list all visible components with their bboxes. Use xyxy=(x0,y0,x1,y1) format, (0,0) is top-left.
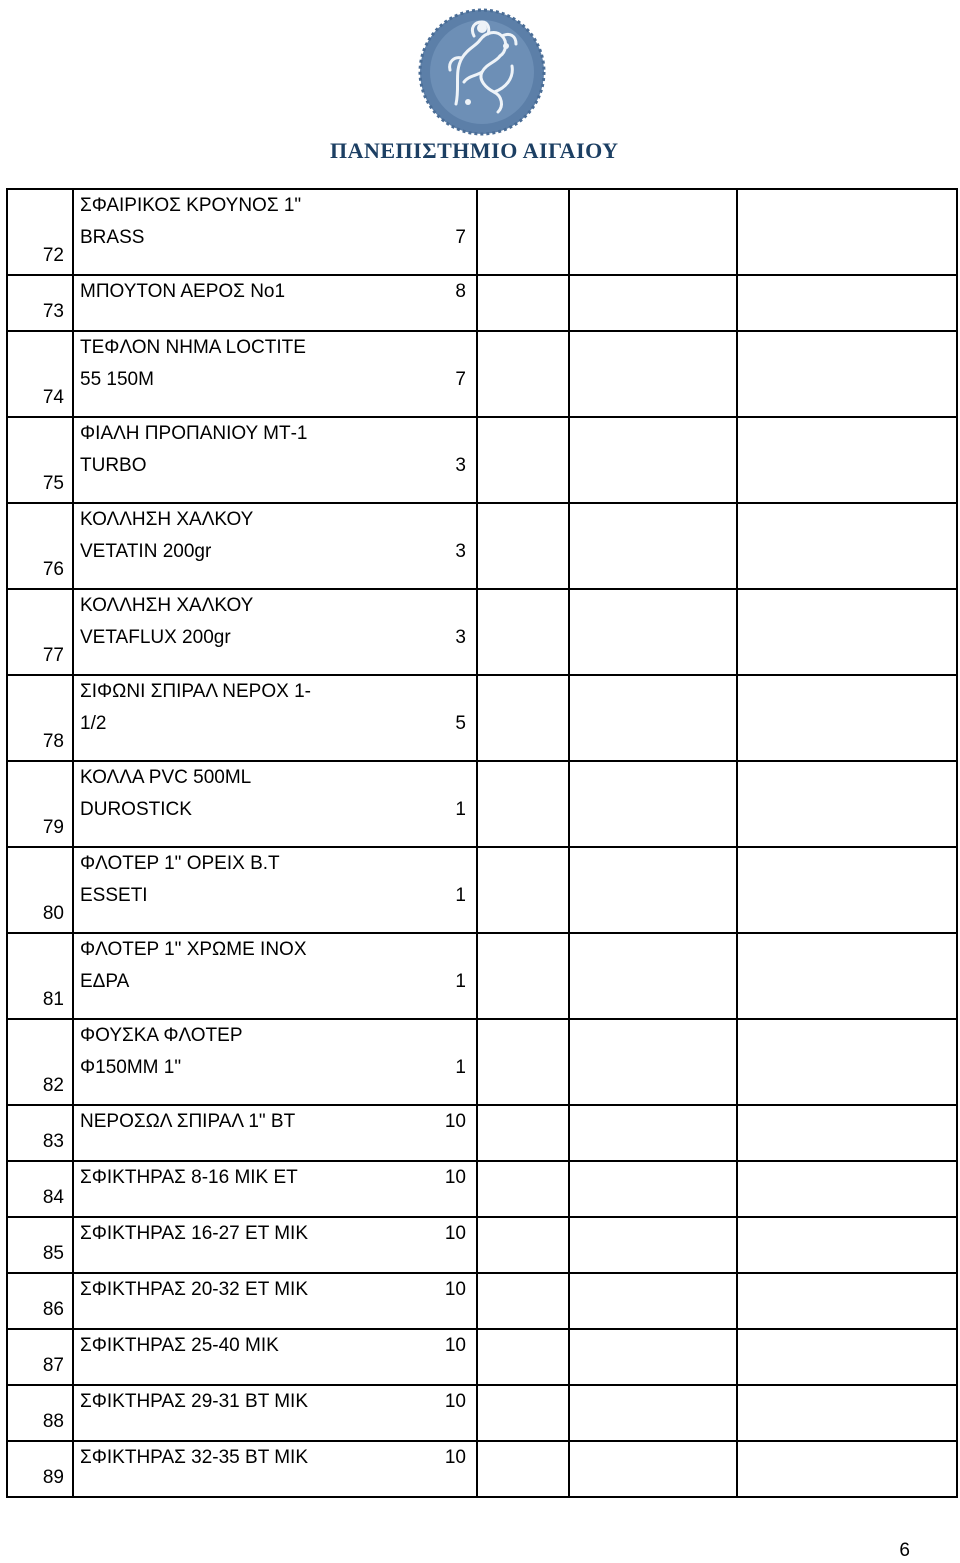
total-price-cell xyxy=(569,1217,737,1273)
spacer-cell xyxy=(323,589,343,675)
item-description-line-1: ΜΠΟΥΤΟΝ ΑΕΡΟΣ Νο1 xyxy=(80,281,286,302)
item-description-line-1: ΣΙΦΩΝΙ ΣΠΙΡΑΛ ΝΕΡΟΧ 1- xyxy=(80,681,311,702)
item-description xyxy=(73,417,323,503)
notes-cell xyxy=(737,589,957,675)
item-quantity: 10 xyxy=(343,1273,477,1329)
item-quantity: 1 xyxy=(343,1019,477,1105)
item-description xyxy=(73,589,323,675)
item-description xyxy=(73,1019,323,1105)
spacer-cell xyxy=(323,1441,343,1497)
table-row xyxy=(7,675,957,761)
notes-cell xyxy=(737,331,957,417)
unit-price-cell xyxy=(477,1105,569,1161)
notes-cell xyxy=(737,417,957,503)
item-description-line-2: DUROSTICK xyxy=(80,799,192,820)
item-number: 79 xyxy=(7,761,73,847)
item-description-line-2: BRASS xyxy=(80,227,145,248)
item-description-line-1: ΚΟΛΛΑ PVC 500ML xyxy=(80,767,252,788)
item-description xyxy=(73,1329,323,1385)
item-description-line-1: ΣΦΙΚΤΗΡΑΣ 29-31 ΒΤ ΜΙΚ xyxy=(80,1391,309,1412)
spacer-cell xyxy=(323,417,343,503)
table-row xyxy=(7,589,957,675)
item-number: 73 xyxy=(7,275,73,331)
item-description-line-1: ΣΦΙΚΤΗΡΑΣ 25-40 ΜΙΚ xyxy=(80,1335,279,1356)
item-description xyxy=(73,189,323,275)
table-row xyxy=(7,1161,957,1217)
spacer-cell xyxy=(323,1161,343,1217)
notes-cell xyxy=(737,1217,957,1273)
item-description-line-1: ΚΟΛΛΗΣΗ ΧΑΛΚΟΥ xyxy=(80,509,254,530)
item-quantity: 1 xyxy=(343,761,477,847)
item-description xyxy=(73,933,323,1019)
spacer-cell xyxy=(323,1385,343,1441)
spacer-cell xyxy=(323,331,343,417)
table-row xyxy=(7,1329,957,1385)
item-quantity: 1 xyxy=(343,847,477,933)
item-description-line-2: ΕΔΡΑ xyxy=(80,971,130,992)
total-price-cell xyxy=(569,275,737,331)
total-price-cell xyxy=(569,1441,737,1497)
spacer-cell xyxy=(323,503,343,589)
item-number: 86 xyxy=(7,1273,73,1329)
item-quantity: 10 xyxy=(343,1161,477,1217)
item-number: 72 xyxy=(7,189,73,275)
total-price-cell xyxy=(569,933,737,1019)
item-number: 74 xyxy=(7,331,73,417)
unit-price-cell xyxy=(477,1329,569,1385)
item-description-line-2: 55 150M xyxy=(80,369,154,390)
total-price-cell xyxy=(569,675,737,761)
table-row xyxy=(7,331,957,417)
total-price-cell xyxy=(569,1385,737,1441)
item-description xyxy=(73,331,323,417)
notes-cell xyxy=(737,1441,957,1497)
notes-cell xyxy=(737,1273,957,1329)
item-description-line-1: ΦΛΟΤΕΡ 1" ΟΡΕΙΧ Β.Τ xyxy=(80,853,280,874)
item-description-line-1: ΤΕΦΛΟΝ ΝΗΜΑ LOCTITE xyxy=(80,337,306,358)
item-description xyxy=(73,847,323,933)
unit-price-cell xyxy=(477,331,569,417)
item-description-line-1: ΦΙΑΛΗ ΠΡΟΠΑΝΙΟΥ ΜΤ-1 xyxy=(80,423,308,444)
item-description-line-1: ΣΦΑΙΡΙΚΟΣ ΚΡΟΥΝΟΣ 1" xyxy=(80,195,302,216)
unit-price-cell xyxy=(477,1019,569,1105)
table-row xyxy=(7,1105,957,1161)
item-number: 76 xyxy=(7,503,73,589)
item-description xyxy=(73,1217,323,1273)
spacer-cell xyxy=(323,1273,343,1329)
item-quantity: 3 xyxy=(343,589,477,675)
total-price-cell xyxy=(569,503,737,589)
item-quantity: 5 xyxy=(343,675,477,761)
spacer-cell xyxy=(323,675,343,761)
spacer-cell xyxy=(323,847,343,933)
item-description-line-2: VETAFLUX 200gr xyxy=(80,627,231,648)
item-quantity: 7 xyxy=(343,189,477,275)
items-table xyxy=(6,188,958,1498)
spacer-cell xyxy=(323,189,343,275)
spacer-cell xyxy=(323,1105,343,1161)
item-description xyxy=(73,761,323,847)
table-row xyxy=(7,1019,957,1105)
item-description-line-1: ΣΦΙΚΤΗΡΑΣ 8-16 ΜΙΚ ΕΤ xyxy=(80,1167,298,1188)
notes-cell xyxy=(737,1019,957,1105)
item-description-line-2: Φ150ΜΜ 1" xyxy=(80,1057,182,1078)
total-price-cell xyxy=(569,847,737,933)
unit-price-cell xyxy=(477,503,569,589)
university-name: ΠΑΝΕΠΙΣΤΗΜΙΟ ΑΙΓΑΙΟΥ xyxy=(330,138,619,163)
total-price-cell xyxy=(569,417,737,503)
item-description-line-2: ESSETI xyxy=(80,885,148,906)
spacer-cell xyxy=(323,275,343,331)
item-number: 82 xyxy=(7,1019,73,1105)
item-description-line-1: ΣΦΙΚΤΗΡΑΣ 32-35 ΒΤ ΜΙΚ xyxy=(80,1447,309,1468)
unit-price-cell xyxy=(477,275,569,331)
total-price-cell xyxy=(569,761,737,847)
table-row xyxy=(7,189,957,275)
table-row xyxy=(7,1273,957,1329)
table-row xyxy=(7,761,957,847)
unit-price-cell xyxy=(477,1385,569,1441)
notes-cell xyxy=(737,1161,957,1217)
item-description-line-2: VETATIN 200gr xyxy=(80,541,212,562)
table-row xyxy=(7,933,957,1019)
unit-price-cell xyxy=(477,761,569,847)
unit-price-cell xyxy=(477,1441,569,1497)
total-price-cell xyxy=(569,1105,737,1161)
notes-cell xyxy=(737,275,957,331)
item-number: 84 xyxy=(7,1161,73,1217)
item-description xyxy=(73,503,323,589)
unit-price-cell xyxy=(477,847,569,933)
total-price-cell xyxy=(569,1329,737,1385)
item-description-line-1: ΣΦΙΚΤΗΡΑΣ 20-32 ΕΤ ΜΙΚ xyxy=(80,1279,309,1300)
item-number: 77 xyxy=(7,589,73,675)
item-number: 85 xyxy=(7,1217,73,1273)
notes-cell xyxy=(737,503,957,589)
notes-cell xyxy=(737,1329,957,1385)
university-seal-icon xyxy=(416,6,548,138)
spacer-cell xyxy=(323,1019,343,1105)
item-number: 87 xyxy=(7,1329,73,1385)
item-description-line-1: ΦΛΟΤΕΡ 1" ΧΡΩΜΕ ΙΝΟΧ xyxy=(80,939,307,960)
notes-cell xyxy=(737,675,957,761)
item-number: 83 xyxy=(7,1105,73,1161)
page-number: 6 xyxy=(899,1540,910,1561)
item-number: 75 xyxy=(7,417,73,503)
notes-cell xyxy=(737,847,957,933)
total-price-cell xyxy=(569,1273,737,1329)
table-row xyxy=(7,1385,957,1441)
notes-cell xyxy=(737,189,957,275)
item-description-line-2: TURBO xyxy=(80,455,147,476)
item-quantity: 10 xyxy=(343,1217,477,1273)
item-description xyxy=(73,1273,323,1329)
notes-cell xyxy=(737,933,957,1019)
item-number: 88 xyxy=(7,1385,73,1441)
item-quantity: 10 xyxy=(343,1385,477,1441)
unit-price-cell xyxy=(477,1273,569,1329)
notes-cell xyxy=(737,761,957,847)
item-quantity: 1 xyxy=(343,933,477,1019)
unit-price-cell xyxy=(477,1217,569,1273)
unit-price-cell xyxy=(477,675,569,761)
item-description xyxy=(73,1441,323,1497)
item-description-line-2: 1/2 xyxy=(80,713,107,734)
notes-cell xyxy=(737,1105,957,1161)
item-quantity: 3 xyxy=(343,503,477,589)
item-description-line-1: ΚΟΛΛΗΣΗ ΧΑΛΚΟΥ xyxy=(80,595,254,616)
spacer-cell xyxy=(323,761,343,847)
spacer-cell xyxy=(323,933,343,1019)
table-row xyxy=(7,847,957,933)
item-number: 81 xyxy=(7,933,73,1019)
table-row xyxy=(7,275,957,331)
item-quantity: 8 xyxy=(343,275,477,331)
table-row xyxy=(7,1441,957,1497)
total-price-cell xyxy=(569,589,737,675)
total-price-cell xyxy=(569,1161,737,1217)
item-description xyxy=(73,1385,323,1441)
item-number: 89 xyxy=(7,1441,73,1497)
total-price-cell xyxy=(569,331,737,417)
item-quantity: 10 xyxy=(343,1329,477,1385)
item-description xyxy=(73,1161,323,1217)
spacer-cell xyxy=(323,1329,343,1385)
item-quantity: 10 xyxy=(343,1441,477,1497)
item-description xyxy=(73,275,323,331)
item-description-line-1: ΦΟΥΣΚΑ ΦΛΟΤΕΡ xyxy=(80,1025,243,1046)
total-price-cell xyxy=(569,1019,737,1105)
item-description-line-1: ΝΕΡΟΣΩΛ ΣΠΙΡΑΛ 1" ΒΤ xyxy=(80,1111,296,1132)
item-description xyxy=(73,1105,323,1161)
unit-price-cell xyxy=(477,1161,569,1217)
spacer-cell xyxy=(323,1217,343,1273)
total-price-cell xyxy=(569,189,737,275)
unit-price-cell xyxy=(477,589,569,675)
notes-cell xyxy=(737,1385,957,1441)
item-description xyxy=(73,675,323,761)
item-quantity: 7 xyxy=(343,331,477,417)
table-row xyxy=(7,1217,957,1273)
unit-price-cell xyxy=(477,933,569,1019)
table-row xyxy=(7,503,957,589)
item-number: 78 xyxy=(7,675,73,761)
table-row xyxy=(7,417,957,503)
item-number: 80 xyxy=(7,847,73,933)
item-quantity: 10 xyxy=(343,1105,477,1161)
item-description-line-1: ΣΦΙΚΤΗΡΑΣ 16-27 ΕΤ ΜΙΚ xyxy=(80,1223,309,1244)
unit-price-cell xyxy=(477,417,569,503)
item-quantity: 3 xyxy=(343,417,477,503)
unit-price-cell xyxy=(477,189,569,275)
